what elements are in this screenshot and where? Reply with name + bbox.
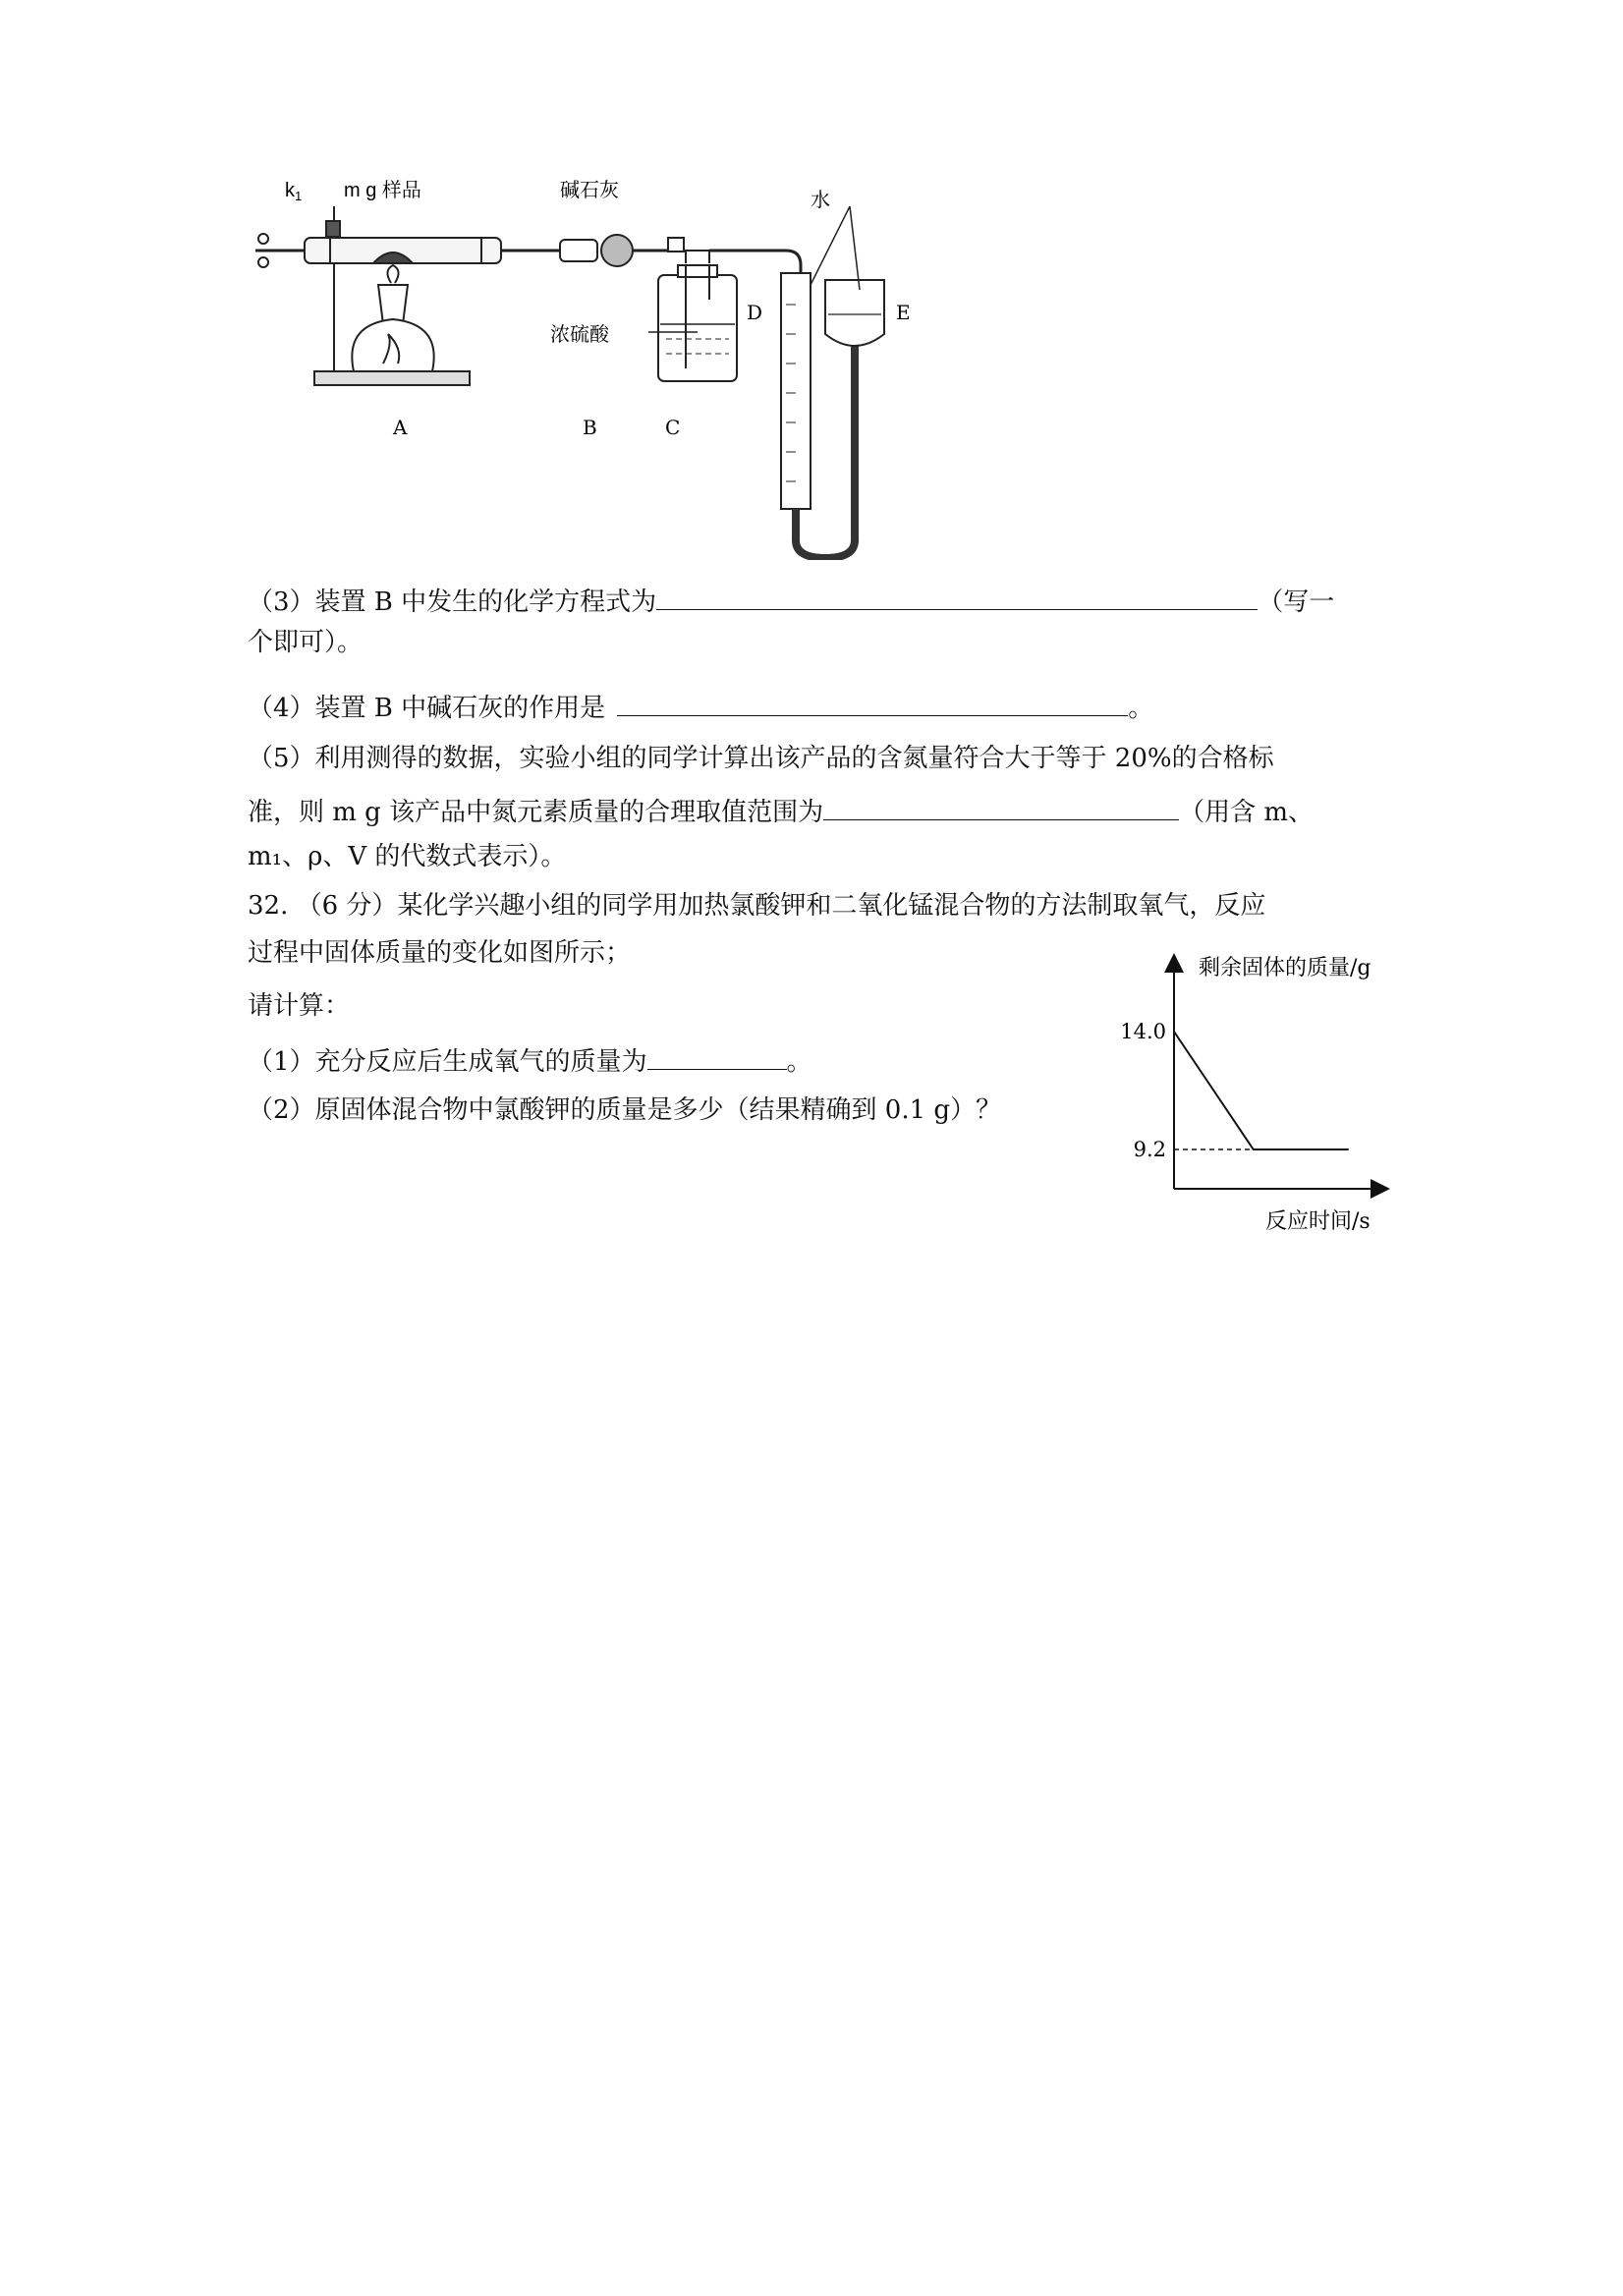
q5-line1: （5）利用测得的数据，实验小组的同学计算出该产品的含氮量符合大于等于 20%的合格标 [248,744,1274,773]
x-axis-label: 反应时间/s [1265,1209,1371,1234]
drying-tube-b [560,240,597,261]
q32-sub2: （2）原固体混合物中氯酸钾的质量是多少（结果精确到 0.1 g）？ [248,1095,1002,1125]
q4-answer-blank[interactable] [617,686,1128,716]
label-d: D [747,301,763,324]
alcohol-lamp [352,319,433,371]
label-a: A [393,416,408,439]
y-tick-label-0: 14.0 [1120,1020,1166,1043]
mass-time-graph [1100,943,1395,1238]
q3-line2: 个即可）。 [248,628,364,657]
sample-label: m g 样品 [344,180,421,201]
k1-clamp-bottom [258,257,268,267]
label-b: B [583,416,597,439]
conc-acid-label: 浓硫酸 [550,324,609,346]
gas-burette-d [781,273,811,509]
q32-line1: 32. （6 分）某化学兴趣小组的同学用加热氯酸钾和二氧化锰混合物的方法制取氧气，反应 [248,891,1266,921]
q5-line2 [248,790,1314,832]
label-c: C [665,416,681,439]
q4-text-tail: 。 [1128,694,1154,723]
q32-sub1 [248,1039,812,1082]
q5-text-tail: （用含 m、 [1179,798,1315,827]
q4-line [248,686,1153,728]
bottle-c [658,275,737,381]
q5-line3: m₁、ρ、V 的代数式表示）。 [248,842,567,871]
q4-text: （4）装置 B 中碱石灰的作用是 [248,694,606,723]
apparatus-diagram [236,177,943,560]
clamp [326,221,340,237]
flame [387,265,398,283]
q3-answer-blank[interactable] [656,580,1258,610]
soda-lime-label: 碱石灰 [560,180,619,201]
q32-line3: 请计算： [248,991,351,1021]
k1-clamp-top [258,234,268,244]
q5-text: 准，则 m g 该产品中氮元素质量的合理取值范围为 [248,798,824,827]
water-label: 水 [811,190,830,211]
q3-text: （3）装置 B 中发生的化学方程式为 [248,588,657,617]
mass-series-line [1174,1032,1349,1149]
leveling-funnel-e [825,280,884,346]
q32-sub1-tail: 。 [786,1047,812,1077]
stand-base [314,371,470,385]
y-axis-label: 剩余固体的质量/g [1199,956,1371,980]
q32-sub1-answer-blank[interactable] [647,1039,787,1070]
soda-lime-bulb [601,235,633,266]
k1-label: $k_1$ [285,180,303,203]
q3-line1 [248,580,1334,622]
q32-sub1-text: （1）充分反应后生成氧气的质量为 [248,1047,647,1077]
q3-text-tail: （写一 [1258,588,1335,617]
y-tick-label-1: 9.2 [1133,1138,1166,1161]
q32-line2: 过程中固体质量的变化如图所示； [248,938,632,968]
q5-answer-blank[interactable] [823,790,1179,820]
label-e: E [896,301,911,324]
